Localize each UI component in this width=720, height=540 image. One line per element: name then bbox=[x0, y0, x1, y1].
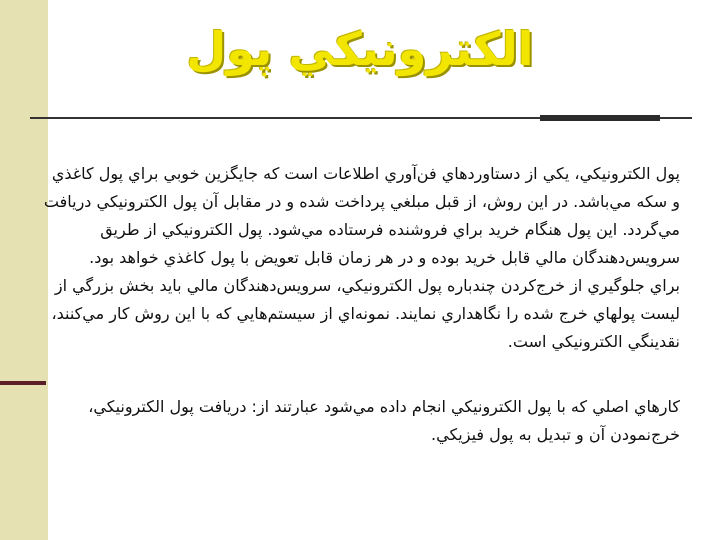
title-area bbox=[0, 22, 720, 76]
paragraph-2: براي جلوگيري از خرج‌كردن چندباره پول الكترونيكي، سرويس‌دهندگان مالي بايد بخش بزرگي از ليست پولهاي خرج شده را نگاهداري نمايند. نمونه‌اي از سيستم‌هايي كه با اين روش كار مي‌كنند، نقدينگي الكترونيكي است. bbox=[51, 276, 680, 351]
section-marker bbox=[0, 381, 46, 385]
title-divider-accent bbox=[540, 115, 660, 121]
slide-body bbox=[40, 160, 680, 356]
paragraph-3: كارهاي اصلي كه با پول الكترونيكي انجام داده مي‌شود عبارتند از: دريافت پول الكترونيكي، خرج‌نمودن آن و تبديل به پول فيزيكي. bbox=[88, 397, 680, 444]
paragraph-1: پول الكترونيكي، يكي از دستاوردهاي فن‌آوري اطلاعات است كه جايگزين خوبي براي پول كاغذي و سكه مي‌باشد. در اين روش، از قبل مبلغي پرداخت شده و در مقابل آن پول الكترونيكي دريافت مي‌گردد. اين پول هنگام خريد براي فروشنده فرستاده مي‌شود. پول الكترونيكي از طريق سرويس‌دهندگان مالي قابل خريد بوده و در هر زمان قابل تعويض با پول كاغذي خواهد بود. bbox=[43, 164, 680, 267]
slide-title: الكترونيكي پول bbox=[186, 22, 534, 76]
